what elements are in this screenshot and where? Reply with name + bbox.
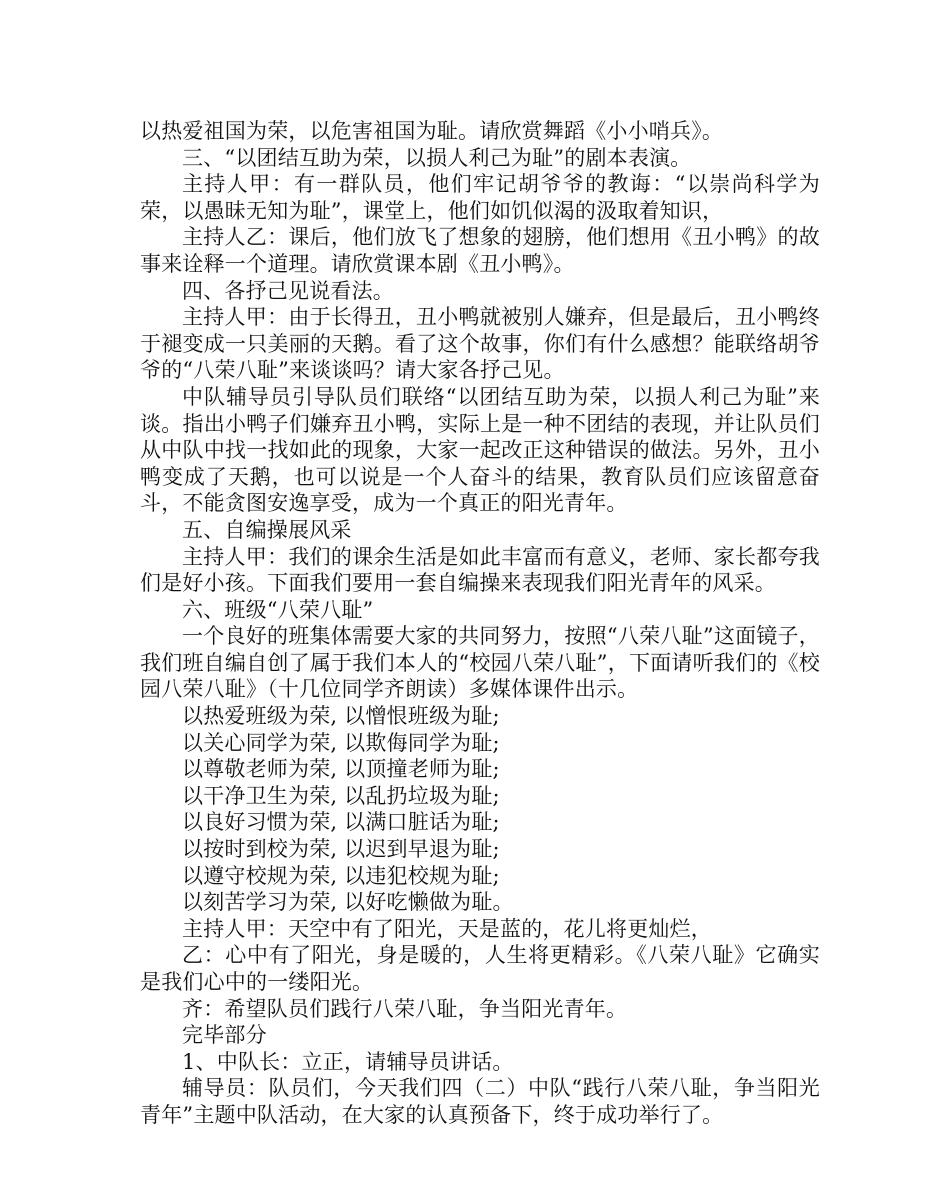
paragraph: 以热爱班级为荣, 以憎恨班级为耻;	[182, 704, 500, 729]
paragraph: 主持人甲：有一群队员，他们牢记胡爷爷的教诲：“以崇尚科学为荣，以愚昧无知为耻”，课堂上，他们如饥似渴的汲取着知识，	[140, 172, 820, 223]
paragraph: 以按时到校为荣, 以迟到早退为耻;	[182, 837, 500, 862]
paragraph: 乙：心中有了阳光，身是暖的，人生将更精彩。《八荣八耻》它确实是我们心中的一缕阳光。	[140, 943, 820, 994]
paragraph: 主持人甲：我们的课余生活是如此丰富而有意义，老师、家长都夸我们是好小孩。下面我们要用一套自编操来表现我们阳光青年的风采。	[140, 544, 820, 596]
paragraph: 以刻苦学习为荣, 以好吃懒做为耻。	[182, 890, 514, 915]
paragraph: 以干净卫生为荣, 以乱扔垃圾为耻;	[182, 783, 500, 808]
paragraph: 三、“以团结互助为荣，以损人利己为耻”的剧本表演。	[182, 145, 692, 170]
paragraph: 辅导员：队员们，今天我们四（二）中队“践行八荣八耻，争当阳光青年”主题中队活动，在大家的认真预备下，终于成功举行了。	[140, 1076, 820, 1127]
paragraph: 六、班级“八荣八耻”	[182, 597, 374, 622]
paragraph: 以尊敬老师为荣, 以顶撞老师为耻;	[182, 757, 500, 782]
paragraph: 五、自编操展风采	[182, 517, 352, 542]
paragraph: 四、各抒己见说看法。	[182, 278, 394, 303]
paragraph: 主持人乙：课后，他们放飞了想象的翅膀，他们想用《丑小鸭》的故事来诠释一个道理。请欣赏课本剧《丑小鸭》。	[140, 225, 820, 276]
paragraph: 以关心同学为荣, 以欺侮同学为耻;	[182, 730, 500, 755]
paragraph: 主持人甲：由于长得丑，丑小鸭就被别人嫌弃，但是最后，丑小鸭终于褪变成一只美丽的天鹅。看了这个故事，你们有什么感想？能联络胡爷爷的“八荣八耻”来谈谈吗？请大家各抒己见。	[140, 305, 820, 383]
paragraph: 完毕部分	[182, 1023, 267, 1048]
paragraph: 中队辅导员引导队员们联络“以团结互助为荣，以损人利己为耻”来谈。指出小鸭子们嫌弃丑小鸭，实际上是一种不团结的表现，并让队员们从中队中找一找如此的现象，大家一起改正这种错误的做法。另外，丑小鸭变成了天鹅，也可以说是一个人奋斗的结果，教育队员们应该留意奋斗，不能贪图安逸享受，成为一个真正的阳光青年。	[140, 384, 820, 516]
paragraph: 以遵守校规为荣, 以违犯校规为耻;	[182, 863, 500, 888]
paragraph: 一个良好的班集体需要大家的共同努力，按照“八荣八耻”这面镜子，我们班自编自创了属于我们本人的“校园八荣八耻”，下面请听我们的《校园八荣八耻》（十几位同学齐朗读）多媒体课件出示。	[140, 624, 820, 702]
paragraph: 齐：希望队员们践行八荣八耻，争当阳光青年。	[182, 996, 628, 1021]
paragraph: 主持人甲：天空中有了阳光，天是蓝的，花儿将更灿烂，	[182, 916, 712, 941]
paragraph: 1、中队长：立正，请辅导员讲话。	[182, 1049, 514, 1074]
document-body	[140, 118, 820, 1129]
paragraph: 以热爱祖国为荣，以危害祖国为耻。请欣赏舞蹈《小小哨兵》。	[140, 119, 724, 143]
paragraph: 以良好习惯为荣, 以满口脏话为耻;	[182, 810, 500, 835]
